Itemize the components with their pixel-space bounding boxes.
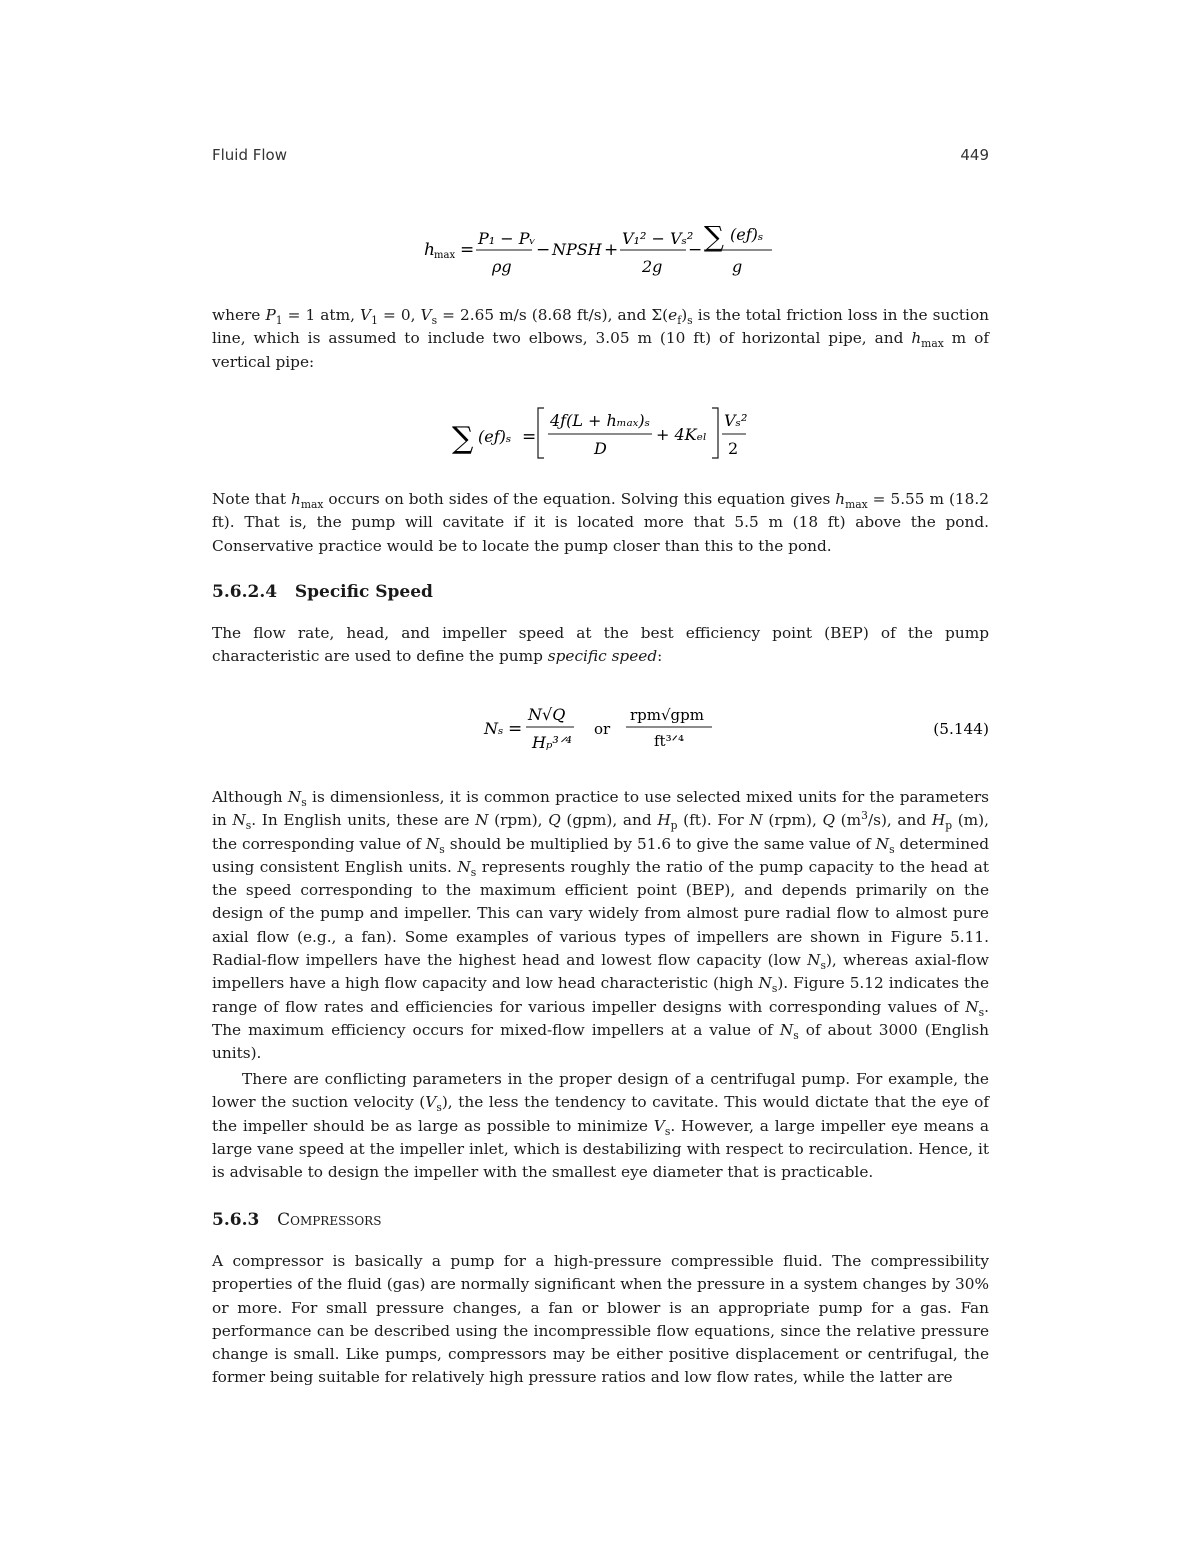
equation-friction-svg [212,398,989,468]
eq1-minus1: − [536,240,551,260]
paragraph-where: where $P_1 = 1$ atm, $V_1 = 0$, $V_s = 2.65$ m/s (8.68 ft/s), and $\Sigma(e_f)_s$ is the total friction loss in the suction line, which is assumed to include two elbows, 3.05 m (10 ft) of horizontal pipe, and $h_{max}$ m of vertical pipe: [212,306,990,371]
eq3-equals: = [508,719,523,739]
equation-ns-svg [212,694,989,760]
eq2-plus-term: + 4Kₑₗ [656,425,707,444]
eq3-lhs: Nₛ [484,719,504,738]
eq1-npsh: NPSH [552,240,602,259]
eq2-vel-den: 2 [728,439,739,458]
eq3-den: Hₚ³ᐟ⁴ [532,733,572,752]
eq1-lhs-sub: max [434,250,456,261]
eq2-sigma: ∑ [452,421,474,456]
eq2-right-bracket [712,408,718,458]
eq1-term3-den: 2g [642,257,663,276]
paragraph-compressor: A compressor is basically a pump for a high-pressure compressible fluid. The compressibility properties of the fluid (gas) are normally significant when the pressure in a system changes by 30% or more. For small pressure changes, a fan or blower is an appropriate pump for a gas. Fan performance can be described using the incompressible flow equations, since the relative pressure change is small. Like pumps, compressors may be either positive displacement or centrifugal, the former being suitable for relatively high pressure ratios and low flow rates, while the latter are [212,1252,989,1387]
equation-hmax-svg [212,206,989,286]
paragraph-conflicting: There are conflicting parameters in the proper design of a centrifugal pump. For example, the lower the suction velocity $(V_s)$, the less the tendency to cavitate. This would dictate that the eye of the impeller should be as large as possible to minimize $V_s$. However, a large impeller eye means a large vane speed at the impeller inlet, which is destabilizing with respect to recirculation. Hence, it is advisable to design the impeller with the smallest eye diameter that is practicable. [212,1070,990,1182]
paragraph-flowrate: The flow rate, head, and impeller speed at the best efficiency point (BEP) of the pump characteristic are used to define the pump specific speed: [212,624,989,666]
section-heading-compressors: 5.6.3 Compressors [212,1210,382,1230]
eq1-minus2: − [688,240,703,260]
eq1-term1-num: P₁ − Pᵥ [478,229,536,248]
eq2-lhs: (eƒ)ₛ [478,427,512,446]
eq2-equals: = [522,427,537,447]
eq1-term4-num: (eƒ)ₛ [730,225,764,244]
eq1-term1-den: ρg [492,257,512,276]
eq3-unit-num: rpm√gpm [630,706,704,724]
eq1-sigma: ∑ [704,220,724,253]
eq3-num: N√Q [528,705,566,724]
eq2-left-bracket [538,408,544,458]
running-title: Fluid Flow [212,146,287,164]
eq3-unit-den: ft³ᐟ⁴ [654,732,684,750]
paragraph-although: Although $N_s$ is dimensionless, it is common practice to use selected mixed units for the parameters in $N_s$. In English units, these are N (rpm), Q (gpm), and $H_p$ (ft). For N (rpm), Q $(m^3/s)$, and $H_p$ (m), the corresponding value of $N_s$ should be multiplied by 51.6 to give the same value of $N_s$ determined using consistent English units. $N_s$ represents roughly the ratio of the pump capacity to the head at the speed corresponding to the maximum efficient point (BEP), and depends primarily on the design of the pump and impeller. This can vary widely from almost pure radial flow to almost pure axial flow (e.g., a fan). Some examples of various types of impellers are shown in Figure 5.11. Radial-flow impellers have the highest head and lowest flow capacity (low $N_s$), whereas axial-flow impellers have a high flow capacity and low head characteristic (high $N_s$). Figure 5.12 indicates the range of flow rates and efficiencies for various impeller designs with corresponding values of $N_s$. The maximum efficiency occurs for mixed-flow impellers at a value of $N_s$ of about 3000 (English units). [212,788,989,1063]
eq1-term3-num: V₁² − Vₛ² [622,229,694,248]
eq1-equals: = [460,240,475,260]
equation-number: (5.144) [933,720,989,738]
eq1-plus: + [604,240,619,260]
equation-friction [212,398,989,468]
eq2-vel-num: Vₛ² [724,411,748,430]
eq3-or: or [594,720,611,738]
running-header [212,146,989,164]
eq1-lhs: h [424,240,435,260]
equation-specific-speed [212,694,989,760]
page-number: 449 [960,146,989,164]
equation-hmax [212,206,989,286]
eq1-term4-den: g [732,257,743,276]
paragraph-note: Note that $h_{max}$ occurs on both sides of the equation. Solving this equation gives $h_{max} = 5.55$ m (18.2 ft). That is, the pump will cavitate if it is located more that 5.5 m (18 ft) above the pond. Conservative practice would be to locate the pump closer than this to the pond. [212,490,989,555]
eq2-frac-den: D [594,439,607,458]
section-heading-specific-speed: 5.6.2.4 Specific Speed [212,582,433,602]
eq2-frac-num: 4ƒ(L + hₘₐₓ)ₛ [550,411,650,430]
